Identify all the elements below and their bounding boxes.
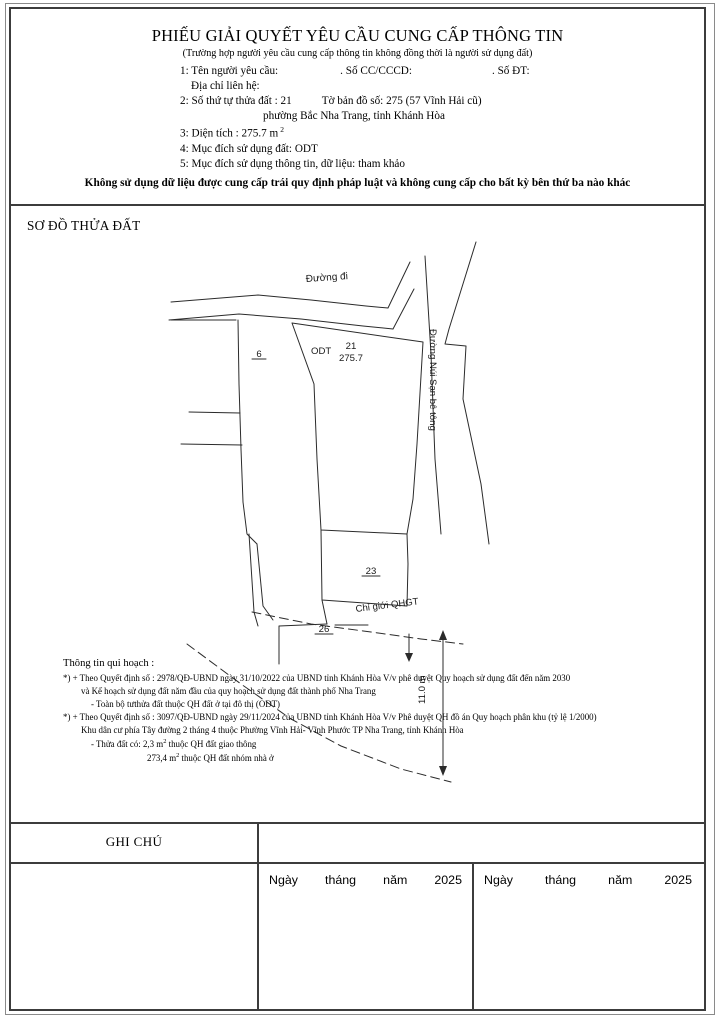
signature-table bbox=[11, 822, 704, 1011]
parcel-6-south-divider bbox=[181, 444, 242, 445]
phone-label: . Số ĐT: bbox=[491, 65, 530, 77]
header-block bbox=[11, 9, 704, 195]
planning-item-7 bbox=[63, 752, 704, 763]
map-sheet-value: 275 (57 Vĩnh Hải cũ) bbox=[386, 95, 482, 107]
area-value: 275.7 m bbox=[241, 127, 279, 140]
road-right-label: Đường Núi Sạn bê tông bbox=[427, 328, 438, 431]
parcel-21-area-label: 275.7 bbox=[338, 352, 364, 364]
note-cell bbox=[11, 822, 257, 862]
planning-item-6-text: - Thửa đất có: 2,3 m bbox=[91, 738, 164, 749]
area-unit-superscript: 2 bbox=[280, 125, 284, 134]
parcel-26-label: 26 bbox=[318, 623, 330, 635]
ward-value: phường Bắc Nha Trang, tỉnh Khánh Hòa bbox=[263, 110, 445, 122]
planning-item-2: và Kế hoạch sử dụng đất năm đầu của quy hoạch sử dụng đất thành phố Nha Trang bbox=[81, 685, 376, 696]
usage-warning: Không sử dụng dữ liệu được cung cấp trái quy định pháp luật và không cung cấp cho bất kỳ bên thứ ba nào khác bbox=[84, 176, 631, 189]
planning-item-1: *) + Theo Quyết định số : 2978/QĐ-UBND ngày 31/10/2022 của UBND tỉnh Khánh Hòa V/v phê duyệt Quy hoạch sử dụng đất đến năm 2030 bbox=[63, 672, 571, 683]
road-right-east-edge bbox=[445, 242, 489, 544]
planning-item-6 bbox=[63, 738, 704, 749]
requester-name-label: 1: Tên người yêu cầu: bbox=[180, 65, 279, 77]
parcel-order-label: 2: Số thứ tự thửa đất : bbox=[180, 95, 278, 107]
parcel-order-value: 21 bbox=[280, 95, 292, 107]
parcel-6-mid-divider bbox=[189, 412, 240, 413]
lower-connector-line bbox=[257, 544, 273, 620]
field-ward bbox=[25, 110, 690, 122]
planning-heading: Thông tin qui hoạch : bbox=[63, 657, 155, 669]
page-subtitle: (Trường hợp người yêu cầu cung cấp thông tin không đồng thời là người sử dụng đất) bbox=[182, 48, 533, 59]
field-requester-name bbox=[25, 65, 690, 77]
date-right-month: tháng bbox=[545, 873, 577, 887]
field-address bbox=[25, 80, 690, 92]
planning-boundary-label: Chỉ giới QHGT bbox=[355, 596, 420, 615]
page-title: PHIẾU GIẢI QUYẾT YÊU CẦU CUNG CẤP THÔNG TIN bbox=[151, 26, 564, 45]
parcel-6-south-edge bbox=[243, 502, 257, 544]
dimension-arrow-bottom-head bbox=[439, 766, 447, 776]
parcel-23-label: 23 bbox=[365, 565, 377, 577]
date-cell-left[interactable] bbox=[259, 864, 472, 1009]
parcel-21-code-label: ODT bbox=[311, 345, 332, 357]
field-land-purpose: 4: Mục đích sử dụng đất: ODT bbox=[180, 142, 318, 155]
date-left-day: Ngày bbox=[269, 873, 298, 887]
field-parcel-number bbox=[25, 95, 690, 107]
parcel-23-south-tail bbox=[322, 600, 327, 624]
road-top-branch-edge bbox=[393, 289, 414, 329]
date-left-year-label: năm bbox=[383, 873, 408, 887]
date-right-day: Ngày bbox=[484, 873, 513, 887]
date-right-year: 2025 bbox=[664, 873, 692, 887]
date-left-month: tháng bbox=[325, 873, 357, 887]
planning-item-6-suffix: thuộc QH đất giao thông bbox=[166, 738, 257, 749]
planning-item-3: - Toàn bộ tưthửa đất thuộc QH đất ở tại đô thị (ODT) bbox=[91, 698, 281, 709]
planning-boundary-dashed-upper bbox=[252, 612, 463, 644]
dimension-label: 11.0 m bbox=[417, 675, 428, 704]
field-area bbox=[25, 125, 690, 140]
field-info-purpose: 5: Mục đích sử dụng thông tin, dữ liệu: tham khảo bbox=[180, 157, 405, 170]
note-label: GHI CHÚ bbox=[105, 834, 163, 849]
planning-item-7-suffix: thuộc QH đất nhóm nhà ở bbox=[179, 752, 274, 763]
parcel-21-number-label: 21 bbox=[345, 340, 357, 352]
parcel-23-boundary bbox=[321, 530, 408, 606]
document-frame bbox=[9, 7, 706, 1011]
planning-info-block bbox=[11, 654, 704, 763]
planning-item-4: *) + Theo Quyết định số : 3097/QĐ-UBND ngày 29/11/2024 của UBND tỉnh Khánh Hòa V/v Phê duyệt QH đồ án Quy hoạch phân khu (tỷ lệ 1/2000) bbox=[63, 711, 597, 722]
id-number-label: . Số CC/CCCD: bbox=[340, 65, 412, 77]
address-label: Địa chỉ liên hệ: bbox=[191, 80, 260, 92]
parcel-6-east-edge bbox=[238, 320, 243, 502]
planning-item-7-text: 273,4 m bbox=[147, 752, 177, 763]
date-right-year-label: năm bbox=[608, 873, 633, 887]
planning-item-5: Khu dân cư phía Tây đường 2 tháng 4 thuộc Phường Vĩnh Hải- Vĩnh Phước TP Nha Trang, tỉnh Khánh Hòa bbox=[81, 724, 464, 735]
date-left-year: 2025 bbox=[434, 873, 462, 887]
planning-item-7-sup: 2 bbox=[176, 751, 180, 759]
road-top-south-edge bbox=[169, 314, 393, 329]
dimension-arrow-up-head bbox=[439, 630, 447, 640]
map-section-title: SƠ ĐỒ THỬA ĐẤT bbox=[27, 217, 141, 233]
parcel-6-label: 6 bbox=[256, 348, 262, 360]
planning-item-6-sup: 2 bbox=[163, 737, 167, 745]
sigtable-bottom-border bbox=[11, 1009, 704, 1011]
road-top-north-edge bbox=[171, 262, 410, 308]
area-label: 3: Diện tích : bbox=[180, 127, 239, 140]
road-top-label: Đường đi bbox=[305, 270, 349, 285]
map-sheet-label: Tờ bản đồ số: bbox=[321, 95, 384, 107]
date-cell-right[interactable] bbox=[474, 864, 702, 1009]
